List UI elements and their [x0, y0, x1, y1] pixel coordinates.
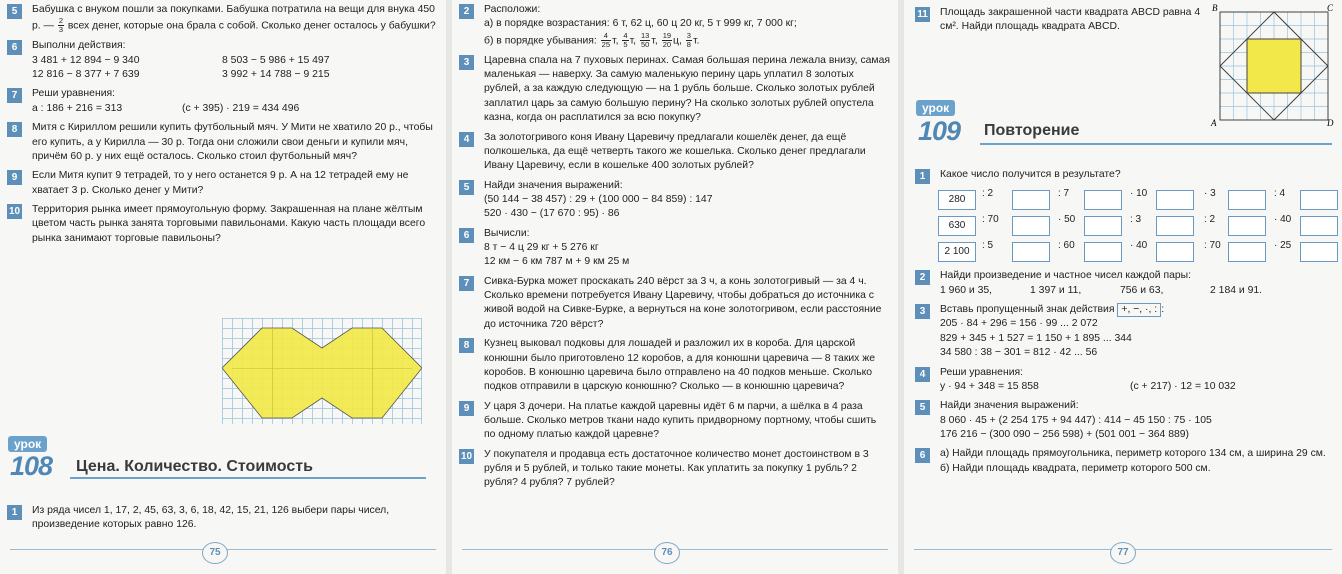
equation: у · 94 + 348 = 15 858 — [940, 380, 1039, 392]
label-c: C — [1327, 3, 1334, 13]
answer-box[interactable] — [1084, 242, 1122, 262]
line-a: а) в порядке возрастания: 6 т, 62 ц, 60 ц 20 кг, 5 т 999 кг, 7 000 кг; — [484, 18, 797, 30]
chain-op: : 70 — [982, 214, 999, 226]
numerator: 13 — [640, 30, 650, 40]
denominator: 5 — [623, 39, 628, 49]
task-number: 7 — [459, 276, 474, 291]
fraction — [662, 32, 672, 49]
expression: 520 · 430 − (17 670 : 95) · 86 — [484, 208, 620, 220]
page-number: 76 — [654, 542, 680, 564]
task-7 — [6, 87, 438, 116]
task-number: 7 — [7, 88, 22, 103]
expression: 3 992 + 14 788 − 9 215 — [222, 69, 330, 81]
task-4 — [914, 366, 1334, 395]
numerator: 2 — [58, 16, 64, 26]
answer-box[interactable] — [1228, 190, 1266, 210]
unit: т, — [651, 34, 658, 46]
task-number: 4 — [915, 367, 930, 382]
task-4 — [458, 131, 890, 174]
expression: 34 580 : 38 − 301 = 812 · 42 ... 56 — [940, 347, 1098, 359]
task-text: Найди значения выражений: — [940, 400, 1079, 412]
chain-op: : 7 — [1058, 188, 1070, 200]
expr-row — [32, 68, 438, 82]
task-6 — [914, 447, 1334, 476]
chain-op: : 60 — [1058, 240, 1075, 252]
task-text: Выполни действия: — [32, 40, 126, 52]
expression: 8 т − 4 ц 29 кг + 5 276 кг — [484, 242, 599, 254]
answer-box[interactable] — [1156, 242, 1194, 262]
lesson-number: 108 — [10, 451, 53, 481]
task-number: 1 — [7, 505, 22, 520]
task-text: Реши уравнения: — [940, 366, 1024, 378]
task-text: Кузнец выковал подковы для лошадей и разложил их в короба. Для царской конюшни было приготовлено 12 коробов, а для конюшни царевича — 8 таких же коробов. В конюшню царевича было отправлено на 40 подков меньше. Сколько подков отправили в царскую конюшню? Сколько — в конюшню царевича? — [484, 338, 875, 393]
yellow-pavilions-shape — [222, 328, 422, 418]
lesson-title-rule — [70, 477, 426, 479]
fraction — [58, 17, 64, 34]
chain-op: · 40 — [1130, 240, 1148, 252]
numerator: 4 — [623, 30, 628, 40]
equation-row — [32, 102, 438, 116]
chain-op: · 50 — [1058, 214, 1076, 226]
task-text: Бабушка с внуком пошли за покупками. Бабушка потратила на вещи для внука 450 р. — — [32, 4, 435, 32]
line-b — [484, 32, 890, 49]
equation-row — [940, 380, 1334, 394]
task-text: Какое число получится в результате? — [940, 169, 1121, 180]
lesson-title: Цена. Количество. Стоимость — [76, 458, 313, 475]
market-plan-figure — [222, 318, 422, 424]
task-5 — [914, 399, 1334, 442]
task-1 — [914, 168, 1334, 182]
expression: 8 060 · 45 + (2 254 175 + 94 447) : 414 − 45 150 : 75 · 105 — [940, 414, 1212, 426]
page-75-content — [6, 3, 438, 251]
expression: 3 481 + 12 894 − 9 340 — [32, 54, 140, 66]
chain-op: · 40 — [1274, 214, 1292, 226]
number-pairs — [940, 284, 1334, 298]
page-77-tasks — [914, 168, 1334, 481]
page-75 — [0, 0, 446, 574]
task-number: 9 — [459, 401, 474, 416]
task-text-cont: всех денег, которые она брала с собой. Сколько денег осталось у бабушки? — [65, 20, 436, 32]
unit: ц, — [673, 34, 682, 46]
denominator: 50 — [640, 39, 650, 49]
task-number: 6 — [459, 228, 474, 243]
equation: (с + 395) · 219 = 434 496 — [182, 102, 300, 114]
shaded-square — [1247, 39, 1301, 93]
task-10 — [458, 448, 890, 491]
task-text: Реши уравнения: — [32, 88, 116, 100]
task-text-a: а) Найди площадь прямоугольника, периметр которого 134 см, а ширина 29 см. — [940, 448, 1326, 460]
lesson-tag: урок — [916, 100, 955, 116]
expression: 176 216 − (300 090 − 256 598) + (501 001 − 364 889) — [940, 428, 1190, 440]
answer-box[interactable] — [1012, 216, 1050, 236]
task-number: 1 — [915, 169, 930, 184]
task-text: Митя с Кириллом решили купить футбольный мяч. У Мити не хватило 20 р., чтобы его купить, а у Кирилла — 30 р. Тогда они сложили свои деньги и купили мяч, причём 60 р. у них ещё осталось. Сколько стоил футбольный мяч? — [32, 122, 433, 162]
chain-op: : 70 — [1204, 240, 1221, 252]
task-6 — [458, 227, 890, 270]
task-3 — [458, 54, 890, 126]
task-number: 10 — [8, 205, 21, 217]
task-text: У покупателя и продавца есть достаточное количество монет достоинством в 3 рубля и 5 рублей, и только такие монеты. Как уплатить за покупку 1 рубль? 2 рубля? 4 рубля? 7 рублей? — [484, 448, 869, 489]
square-abcd-figure — [1210, 2, 1334, 126]
label-b: B — [1212, 3, 1218, 13]
task-text-line: Вставь пропущенный знак действия +, −, ·, : : — [940, 304, 1165, 316]
denominator: 25 — [601, 39, 610, 49]
chain-start: 280 — [938, 190, 976, 210]
lesson-tag: урок — [8, 436, 47, 452]
fraction — [640, 32, 650, 49]
chain-op: · 25 — [1274, 240, 1292, 252]
task-number: 8 — [7, 122, 22, 137]
task-text: Найди произведение и частное чисел каждой пары: — [940, 270, 1191, 282]
answer-box[interactable] — [1084, 216, 1122, 236]
answer-box[interactable] — [1300, 216, 1338, 236]
chain-row — [938, 213, 1334, 239]
expression: 12 816 − 8 377 + 7 639 — [32, 69, 140, 81]
task-11 — [914, 6, 1204, 35]
expression: (50 144 − 38 457) : 29 + (100 000 − 84 859) : 147 — [484, 193, 713, 205]
answer-box[interactable] — [1156, 216, 1194, 236]
task-number: 2 — [915, 270, 930, 285]
task-number: 5 — [915, 400, 930, 415]
task-text: Сивка-Бурка может проскакать 240 вёрст за 3 ч, а конь золотогривый — за 4 ч. Сколько времени потребуется Ивану Царевичу, чтобы добраться до источника с живой водой на Сивке-Бурке, а вернуться на коне золотогривом, если расстояние до источника 720 вёрст? — [484, 275, 882, 330]
task-8 — [458, 337, 890, 394]
task-8 — [6, 121, 438, 164]
chain-start: 2 100 — [938, 242, 976, 262]
denominator: 3 — [58, 25, 64, 35]
pair: 2 184 и 91. — [1210, 284, 1263, 296]
task-9 — [458, 400, 890, 443]
task-number: 5 — [7, 4, 22, 19]
task-number: 3 — [915, 304, 930, 319]
chain-op: : 2 — [982, 188, 994, 200]
task-text: Площадь закрашенной части квадрата ABCD равна 4 см². Найди площадь квадрата ABCD. — [940, 7, 1201, 33]
denominator: 8 — [686, 39, 691, 49]
pair: 756 и 63, — [1120, 284, 1164, 296]
task-9 — [6, 169, 438, 198]
unit: т, — [612, 34, 619, 46]
answer-box[interactable] — [1300, 190, 1338, 210]
pair: 1 960 и 35, — [940, 284, 993, 296]
answer-box[interactable] — [1300, 242, 1338, 262]
task-1-lesson-108 — [6, 504, 436, 533]
chain-op: : 2 — [1204, 214, 1216, 226]
task-7 — [458, 275, 890, 332]
chain-row — [938, 239, 1334, 265]
task-text: Найди значения выражений: — [484, 179, 623, 191]
chain-op: : 4 — [1274, 188, 1286, 200]
task-text: Вставь пропущенный знак действия — [940, 304, 1115, 316]
line-b-prefix: б) в порядке убывания: — [484, 34, 597, 46]
task-number: 5 — [459, 180, 474, 195]
task-number: 6 — [915, 448, 930, 463]
chain-row — [938, 187, 1334, 213]
expression: 12 км − 6 км 787 м + 9 км 25 м — [484, 256, 630, 268]
answer-box[interactable] — [1156, 190, 1194, 210]
expression: 829 + 345 + 1 527 = 1 150 + 1 895 ... 344 — [940, 332, 1132, 344]
numerator: 3 — [686, 30, 691, 40]
expr-row — [32, 54, 438, 68]
pair: 1 397 и 11, — [1030, 284, 1082, 296]
answer-box[interactable] — [1228, 242, 1266, 262]
expression: 8 503 − 5 986 + 15 497 — [222, 54, 330, 66]
task-2 — [914, 269, 1334, 298]
task-number: 10 — [460, 450, 473, 462]
expression: 205 · 84 + 296 = 156 · 99 ... 2 072 — [940, 318, 1098, 330]
answer-box[interactable] — [1012, 190, 1050, 210]
numerator: 19 — [662, 30, 672, 40]
task-number: 4 — [459, 132, 474, 147]
task-text: Из ряда чисел 1, 17, 2, 45, 63, 3, 6, 18, 42, 15, 21, 126 выбери пары чисел, произведение которых равно 126. — [32, 505, 390, 531]
task-text-b: б) Найди площадь квадрата, периметр которого 500 см. — [940, 462, 1211, 474]
task-2 — [458, 3, 890, 49]
chain-start: 630 — [938, 216, 976, 236]
fraction — [622, 32, 628, 49]
chain-op: · 10 — [1130, 188, 1148, 200]
fraction — [686, 32, 692, 49]
task-text: Вычисли: — [484, 227, 530, 239]
task-text: Территория рынка имеет прямоугольную форму. Закрашенная на плане жёлтым цветом часть рынка занята торговыми павильонами. Какую часть площади всего рынка занимают торговые павильоны? — [32, 203, 426, 244]
chain-op: : 3 — [1130, 214, 1142, 226]
task-text: Если Митя купит 9 тетрадей, то у него останется 9 р. А на 12 тетрадей ему не хватает 3 р. Сколько денег у Мити? — [32, 170, 409, 196]
page-77 — [904, 0, 1342, 574]
answer-box[interactable] — [1228, 216, 1266, 236]
task-text: Расположи: — [484, 4, 541, 15]
equation: (с + 217) · 12 = 10 032 — [1130, 380, 1236, 392]
task-number: 6 — [7, 40, 22, 55]
task-text: У царя 3 дочери. На платье каждой царевны идёт 6 м парчи, а шёлка в 4 раза больше. Сколько метров ткани надо купить придворному портному, чтобы сшить по одному платью каждой царевне? — [484, 400, 877, 441]
task-3 — [914, 303, 1334, 360]
task-text: За золотогривого коня Ивану Царевичу предлагали кошелёк денег, да ещё полкошелька, да ещё четверть такого же кошелька. Сколько денег предлагали Ивану Царевичу, если в кошельке 400 золотых рублей? — [484, 131, 866, 172]
page-76-content — [458, 3, 890, 496]
task-number: 11 — [915, 7, 930, 22]
task-number: 9 — [7, 170, 22, 185]
task-5 — [458, 179, 890, 222]
page-76 — [452, 0, 898, 574]
denominator: 20 — [662, 39, 672, 49]
label-a: A — [1211, 118, 1217, 126]
fraction — [601, 32, 611, 49]
numerator: 4 — [601, 32, 611, 41]
page-number: 77 — [1110, 542, 1136, 564]
operation-signs: +, −, ·, : — [1117, 303, 1161, 317]
task-number: 3 — [459, 55, 474, 70]
chain-op: · 3 — [1204, 188, 1216, 200]
chain-op: : 5 — [982, 240, 994, 252]
task-10 — [6, 203, 438, 246]
equation: а : 186 + 216 = 313 — [32, 102, 123, 114]
task-text: Царевна спала на 7 пуховых перинах. Самая большая перина лежала внизу, самая маленькая — наверху. За самую маленькую перину царь уплатил 8 золотых рублей, а за каждую следующую — на 1 рубль больше. Сколько золотых рублей заплатил царь за самую большую перину? На сколько золотых рублей опустела казна, когда он расплатился за всю покупку? — [484, 54, 890, 124]
lesson-title-rule — [980, 143, 1332, 145]
label-d: D — [1327, 118, 1334, 126]
answer-box[interactable] — [1012, 242, 1050, 262]
task-5 — [6, 3, 438, 34]
lesson-title: Повторение — [984, 122, 1080, 139]
unit: т. — [692, 34, 700, 46]
task-number: 2 — [459, 4, 474, 19]
unit: т, — [629, 34, 637, 46]
task-number: 8 — [459, 338, 474, 353]
answer-box[interactable] — [1084, 190, 1122, 210]
task-6 — [6, 39, 438, 82]
page-number: 75 — [202, 542, 228, 564]
lesson-number: 109 — [918, 116, 961, 146]
